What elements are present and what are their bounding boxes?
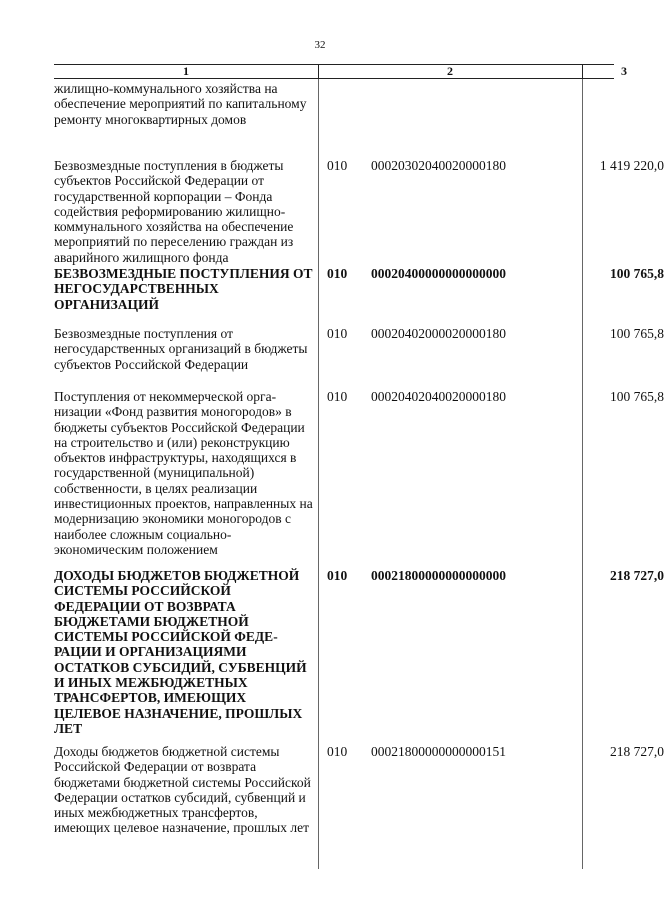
page-number: 32 <box>314 39 326 51</box>
row-description: Поступления от некоммерческой организации «Фонд развития моногородов» в бюджеты субъектов Российской Федерации на строительство и (или) реконструкцию объектов инфраструктуры, находящихся в государственной (муниципальной) собственности, в целях реализации инвестиционных проектов, направленных на модернизацию экономики моногородов с наиболее сложным социально-экономическим положением <box>54 389 313 557</box>
header-col-2: 2 <box>447 64 453 78</box>
header-divider <box>582 65 583 78</box>
row-admin-code: 010 <box>327 326 348 341</box>
row-admin-code: 010 <box>327 158 348 173</box>
row-admin-code: 010 <box>327 568 348 583</box>
row-amount: 218 727,0 <box>610 568 664 583</box>
row-kbk-code: 00020402040020000180 <box>371 389 506 404</box>
row-amount: 100 765,8 <box>610 326 664 341</box>
row-description: Безвозмездные поступления от негосударственных организаций в бюджеты субъектов Российской Федерации <box>54 326 308 372</box>
row-description: жилищно-коммунального хозяйства на обеспечение мероприятий по капитальному ремонту многоквартирных домов <box>54 81 307 127</box>
row-admin-code: 010 <box>327 266 348 281</box>
table-header-row <box>54 64 627 79</box>
row-description: ДОХОДЫ БЮДЖЕТОВ БЮДЖЕТНОЙ СИСТЕМЫ РОССИЙСКОЙ ФЕДЕРАЦИИ ОТ ВОЗВРАТА БЮДЖЕТАМИ БЮДЖЕТНОЙ СИСТЕМЫ РОССИЙСКОЙ ФЕДЕРАЦИИ И ОРГАНИЗАЦИЯМИ ОСТАТКОВ СУБСИДИЙ, СУБВЕНЦИЙ И ИНЫХ МЕЖБЮДЖЕТНЫХ ТРАНСФЕРТОВ, ИМЕЮЩИХ ЦЕЛЕВОЕ НАЗНАЧЕНИЕ, ПРОШЛЫХ ЛЕТ <box>54 568 307 736</box>
header-col-3: 3 <box>621 64 627 78</box>
row-description: Доходы бюджетов бюджетной системы Российской Федерации от возврата бюджетами бюджетной системы Российской Федерации остатков субсидий, субвенций и иных межбюджетных трансфертов, имеющих целевое назначение, прошлых лет <box>54 744 311 836</box>
row-kbk-code: 00020400000000000000 <box>371 266 506 281</box>
row-amount: 218 727,0 <box>610 744 664 759</box>
row-admin-code: 010 <box>327 389 348 404</box>
row-description: БЕЗВОЗМЕЗДНЫЕ ПОСТУПЛЕНИЯ ОТ НЕГОСУДАРСТВЕННЫХ ОРГАНИЗАЦИЙ <box>54 266 313 312</box>
row-kbk-code: 00021800000000000151 <box>371 744 506 759</box>
row-description: Безвозмездные поступления в бюджеты субъектов Российской Федерации от государственной корпорации – Фонда содействия реформированию жилищно-коммунального хозяйства на обеспечение мероприятий по переселению граждан из аварийного жилищного фонда <box>54 158 294 265</box>
row-kbk-code: 00020302040020000180 <box>371 158 506 173</box>
row-amount: 100 765,8 <box>610 389 664 404</box>
row-kbk-code: 00021800000000000000 <box>371 568 506 583</box>
row-kbk-code: 00020402000020000180 <box>371 326 506 341</box>
header-divider <box>318 65 319 78</box>
row-amount: 100 765,8 <box>610 266 664 281</box>
header-col-1: 1 <box>183 64 189 78</box>
row-admin-code: 010 <box>327 744 348 759</box>
row-amount: 1 419 220,0 <box>599 158 664 173</box>
